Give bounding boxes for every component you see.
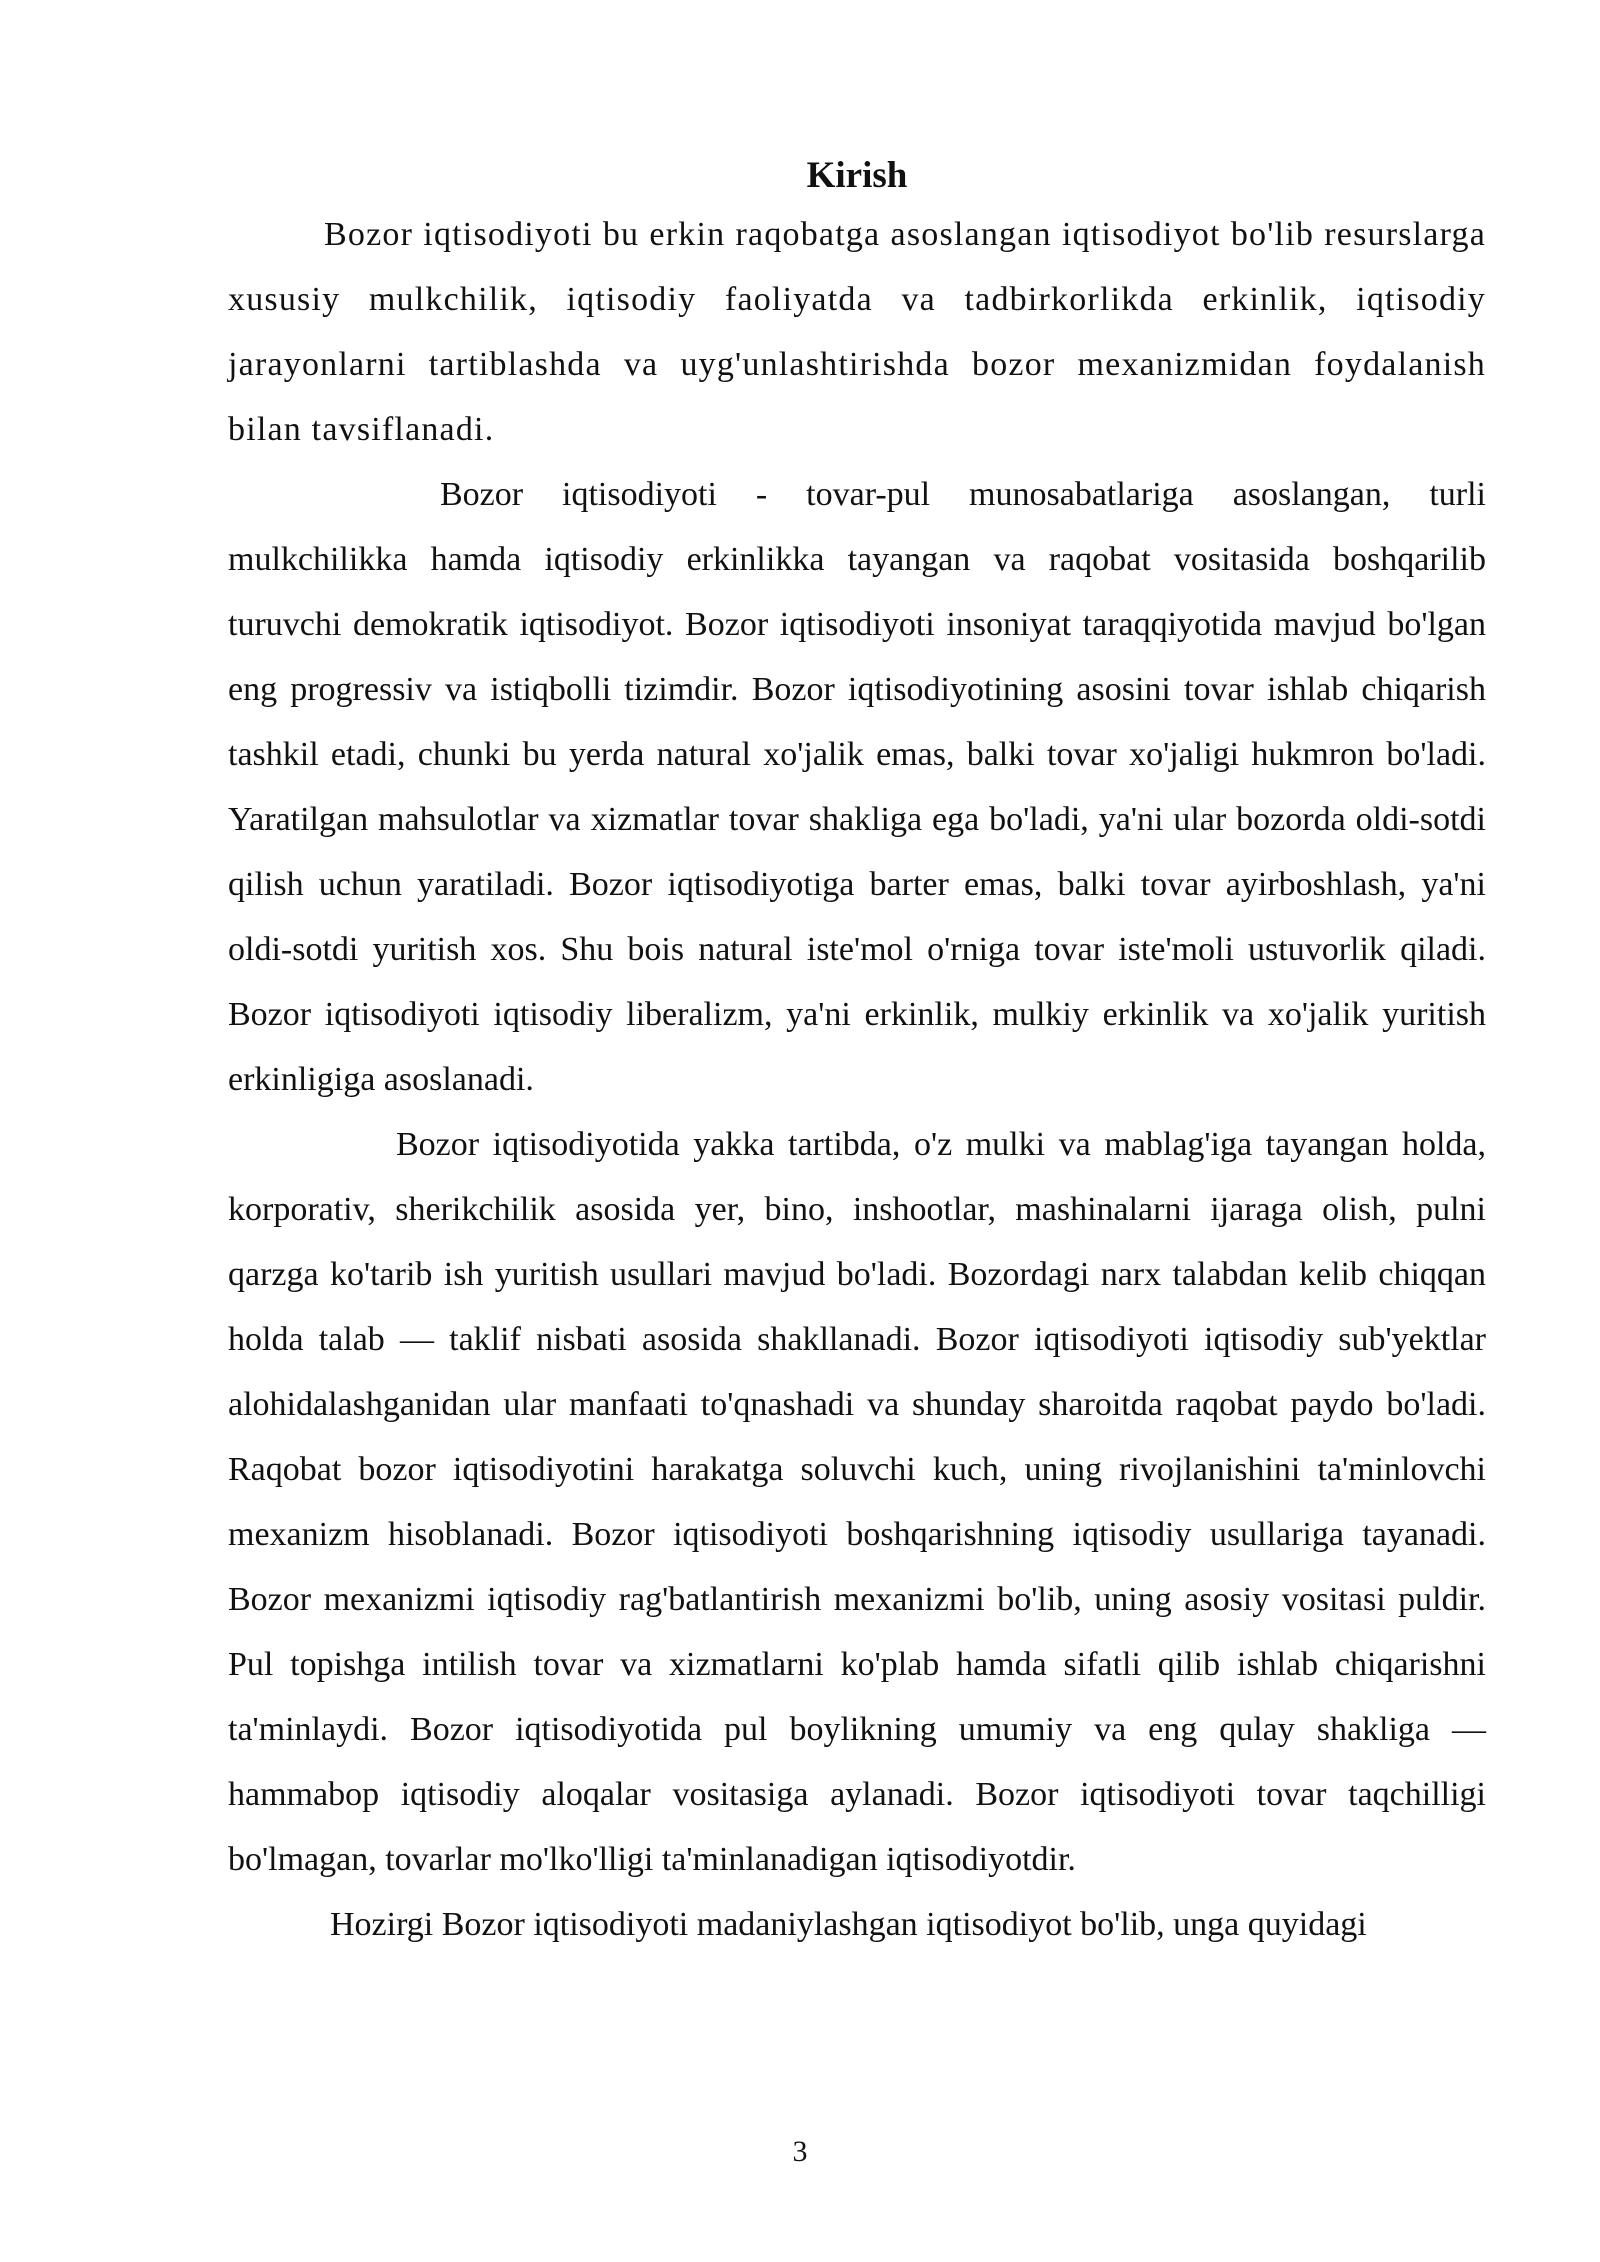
paragraph-1: Bozor iqtisodiyoti bu erkin raqobatga asoslangan iqtisodiyot bo'lib resurslarga xususiy mulkchilik, iqtisodiy faoliyatda va tadbirkorlikda erkinlik, iqtisodiy jarayonlarni tartiblashda va uyg'unlashtirishda bozor mexanizmidan foydalanish bilan tavsiflanadi. — [228, 216, 1486, 448]
document-page — [228, 150, 1486, 1957]
paragraph-3: Bozor iqtisodiyotida yakka tartibda, o'z mulki va mablag'iga tayangan holda, korporativ, sherikchilik asosida yer, bino, inshootlar, mashinalarni ijaraga olish, pulni qarzga ko'tarib ish yuritish usullari mavjud bo'ladi. Bozordagi narx talabdan kelib chiqqan holda talab — taklif nisbati asosida shakllanadi. Bozor iqtisodiyoti iqtisodiy sub'yektlar alohidalashganidan ular manfaati to'qnashadi va shunday sharoitda raqobat paydo bo'ladi. Raqobat bozor iqtisodiyotini harakatga soluvchi kuch, uning rivojlanishini ta'minlovchi mexanizm hisoblanadi. Bozor iqtisodiyoti boshqarishning iqtisodiy usullariga tayanadi. Bozor mexanizmi iqtisodiy rag'batlantirish mexanizmi bo'lib, uning asosiy vositasi puldir. Pul topishga intilish tovar va xizmatlarni ko'plab hamda sifatli qilib ishlab chiqarishni ta'minlaydi. Bozor iqtisodiyotida pul boylikning umumiy va eng qulay shakliga — hammabop iqtisodiy aloqalar vositasiga aylanadi. Bozor iqtisodiyoti tovar taqchilligi bo'lmagan, tovarlar mo'lko'lligi ta'minlanadigan iqtisodiyotdir. — [228, 1126, 1486, 1878]
page-number: 3 — [792, 2135, 808, 2168]
paragraph-2: Bozor iqtisodiyoti - tovar-pul munosabatlariga asoslangan, turli mulkchilikka hamda iqtisodiy erkinlikka tayangan va raqobat vositasida boshqarilib turuvchi demokratik iqtisodiyot. Bozor iqtisodiyoti insoniyat taraqqiyotida mavjud bo'lgan eng progressiv va istiqbolli tizimdir. Bozor iqtisodiyotining asosini tovar ishlab chiqarish tashkil etadi, chunki bu yerda natural xo'jalik emas, balki tovar xo'jaligi hukmron bo'ladi. Yaratilgan mahsulotlar va xizmatlar tovar shakliga ega bo'ladi, ya'ni ular bozorda oldi-sotdi qilish uchun yaratiladi. Bozor iqtisodiyotiga barter emas, balki tovar ayirboshlash, ya'ni oldi-sotdi yuritish xos. Shu bois natural iste'mol o'rniga tovar iste'moli ustuvorlik qiladi. Bozor iqtisodiyoti iqtisodiy liberalizm, ya'ni erkinlik, mulkiy erkinlik va xo'jalik yuritish erkinligiga asoslanadi. — [228, 476, 1486, 1098]
paragraph-4: Hozirgi Bozor iqtisodiyoti madaniylashgan iqtisodiyot bo'lib, unga quyidagi — [330, 1906, 1367, 1943]
document-title: Kirish — [806, 155, 908, 196]
